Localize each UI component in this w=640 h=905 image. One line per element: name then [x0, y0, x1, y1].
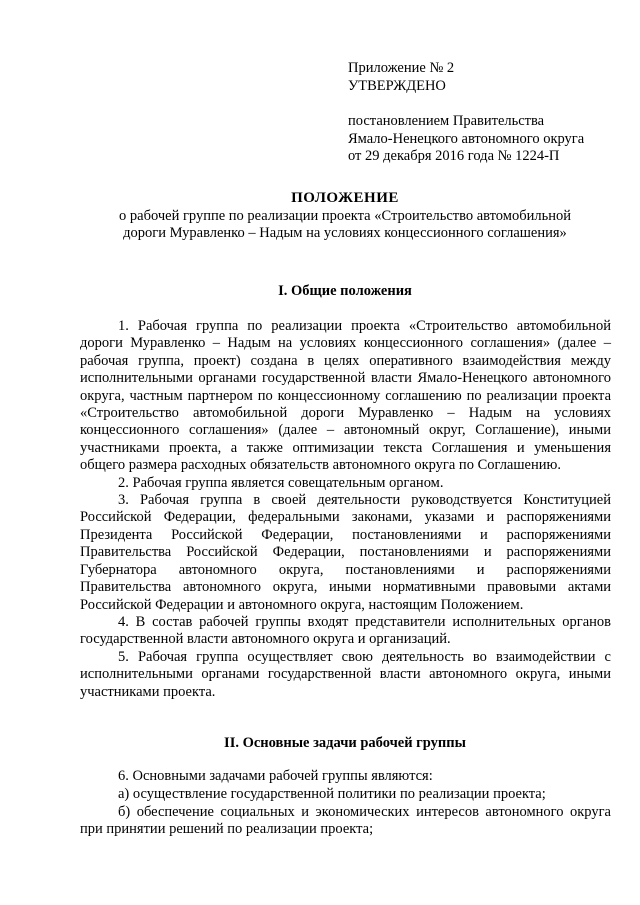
- appendix-number: Приложение № 2: [348, 60, 455, 76]
- paragraph-3: 3. Рабочая группа в своей деятельности руководствуется Конституцией Российской Федерации, федеральными законами, указами и распоряжениями Президента Российской Федерации, постановлениями и распоряжениями Правительства Российской Федерации, постановлениями и распоряжениями Губернатора автономного округа, постановлениями и распоряжениями Правительства автономного округа, иными нормативными правовыми актами Российской Федерации и автономного округа, настоящим Положением.: [80, 492, 611, 613]
- document-subtitle-line-1: о рабочей группе по реализации проекта «Строительство автомобильной: [119, 207, 571, 224]
- paragraph-5: 5. Рабочая группа осуществляет свою деятельность во взаимодействии с исполнительными органами государственной власти автономного округа, иными участниками проекта.: [80, 648, 611, 700]
- approval-block: [348, 60, 628, 166]
- section-1-heading: I. Общие положения: [278, 283, 412, 299]
- paragraph-4: 4. В состав рабочей группы входят представители исполнительных органов государственной власти автономного округа и организаций.: [80, 613, 611, 648]
- approval-line-1: постановлением Правительства: [348, 113, 545, 129]
- document-title-block: [80, 190, 610, 243]
- paragraph-1: 1. Рабочая группа по реализации проекта «Строительство автомобильной дороги Муравленко – Надым на условиях концессионного соглашения» (далее – рабочая группа, проект) создана в целях оперативного взаимодействия между исполнительными органами государственной власти Ямало-Ненецкого автономного округа, частным партнером по концессионному соглашению по реализации проекта «Строительство автомобильной дороги Муравленко – Надым на условиях концессионного соглашения» (далее – автономный округ, Соглашение), иными участниками проекта, а также оптимизации текста Соглашения и уменьшения общего размера расходных обязательств автономного округа по Соглашению.: [80, 318, 611, 474]
- document-subtitle-line-2: дороги Муравленко – Надым на условиях концессионного соглашения»: [123, 225, 567, 241]
- paragraph-2: 2. Рабочая группа является совещательным органом.: [118, 474, 444, 491]
- approval-line-3: от 29 декабря 2016 года № 1224-П: [348, 148, 560, 164]
- approved-stamp: УТВЕРЖДЕНО: [348, 77, 446, 94]
- section-1-body: [80, 318, 611, 701]
- approval-line-2: Ямало-Ненецкого автономного округа: [348, 130, 585, 147]
- section-2-heading: II. Основные задачи рабочей группы: [224, 735, 466, 751]
- task-item-a: а) осуществление государственной политики по реализации проекта;: [118, 785, 546, 802]
- section-2-body: [80, 768, 611, 839]
- task-item-b: б) обеспечение социальных и экономических интересов автономного округа при принятии решений по реализации проекта;: [80, 803, 611, 838]
- paragraph-6-intro: 6. Основными задачами рабочей группы являются:: [118, 768, 433, 784]
- document-title: ПОЛОЖЕНИЕ: [291, 190, 399, 206]
